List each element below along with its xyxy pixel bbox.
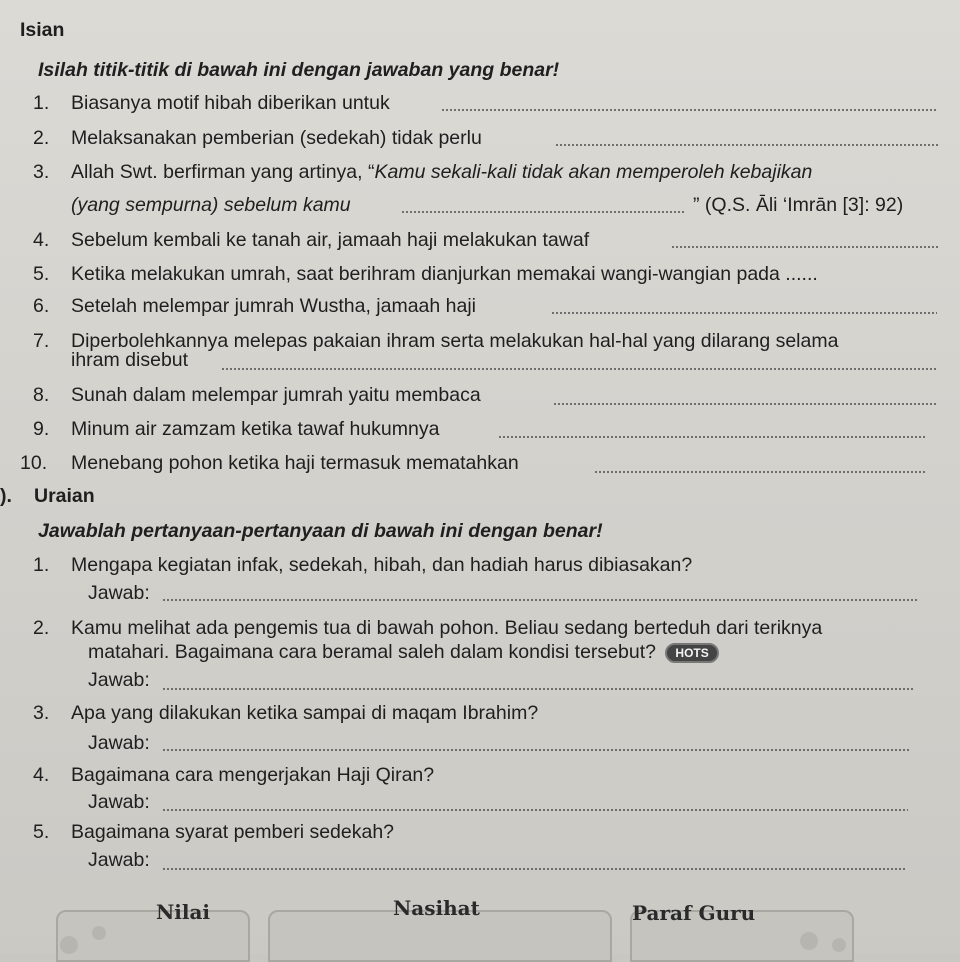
section-a-title: Isian [20, 19, 65, 41]
answer-label: Jawab: [88, 669, 150, 691]
answer-blank[interactable] [401, 211, 686, 213]
item-number: 2. [33, 127, 50, 149]
question-text: Menebang pohon ketika haji termasuk mematahkan [71, 452, 519, 474]
answer-blank[interactable] [594, 471, 927, 473]
essay-number: 2. [33, 617, 50, 639]
quran-reference: ” (Q.S. Āli ‘Imrān [3]: 92) [693, 194, 904, 216]
item-number: 4. [33, 229, 50, 251]
decor-dot-icon [800, 932, 818, 950]
question-text: Setelah melempar jumrah Wustha, jamaah haji [71, 295, 477, 317]
item-number: 3. [33, 161, 50, 183]
answer-blank[interactable] [555, 144, 938, 146]
section-b-title: Uraian [34, 485, 95, 507]
question-text: Sunah dalam melempar jumrah yaitu membaca [71, 384, 481, 406]
essay-question: Apa yang dilakukan ketika sampai di maqam Ibrahim? [71, 702, 539, 724]
item-number: 7. [33, 330, 50, 352]
section-b-marker: ). [0, 485, 12, 507]
essay-number: 4. [33, 764, 50, 786]
essay-answer-blank[interactable] [162, 599, 917, 601]
essay-answer-blank[interactable] [162, 809, 908, 811]
section-a-instruction: Isilah titik-titik di bawah ini dengan jawaban yang benar! [38, 59, 560, 81]
item-number: 1. [33, 92, 50, 114]
question-text: Biasanya motif hibah diberikan untuk [71, 92, 390, 114]
answer-blank[interactable] [551, 312, 937, 314]
question-text-line1: Diperbolehkannya melepas pakaian ihram serta melakukan hal-hal yang dilarang selama [71, 330, 839, 352]
decor-dot-icon [92, 926, 106, 940]
nilai-box[interactable] [56, 910, 250, 962]
answer-blank[interactable] [671, 246, 938, 248]
essay-question: Mengapa kegiatan infak, sedekah, hibah, dan hadiah harus dibiasakan? [71, 554, 693, 576]
question-text: Sebelum kembali ke tanah air, jamaah haji melakukan tawaf [71, 229, 590, 251]
answer-blank[interactable] [221, 368, 937, 370]
question-text: Ketika melakukan umrah, saat berihram dianjurkan memakai wangi-wangian pada ...... [71, 263, 818, 285]
question-text-line2: ihram disebut [71, 349, 189, 371]
answer-blank[interactable] [553, 403, 937, 405]
question-text: Minum air zamzam ketika tawaf hukumnya [71, 418, 440, 440]
answer-blank[interactable] [441, 109, 938, 111]
item-number: 6. [33, 295, 50, 317]
decor-dot-icon [60, 936, 78, 954]
decor-dot-icon [832, 938, 846, 952]
essay-question: Bagaimana cara mengerjakan Haji Qiran? [71, 764, 435, 786]
nasihat-label: Nasihat [393, 896, 480, 920]
nilai-label: Nilai [156, 900, 211, 924]
essay-answer-blank[interactable] [162, 868, 906, 870]
item-number: 5. [33, 263, 50, 285]
essay-question-line2: matahari. Bagaimana cara beramal saleh dalam kondisi tersebut? HOTS [88, 640, 719, 664]
section-b-instruction: Jawablah pertanyaan-pertanyaan di bawah ini dengan benar! [38, 520, 603, 542]
answer-label: Jawab: [88, 582, 150, 604]
essay-answer-blank[interactable] [162, 688, 914, 690]
answer-label: Jawab: [88, 791, 150, 813]
paraf-guru-label: Paraf Guru [632, 901, 756, 925]
essay-question: Bagaimana syarat pemberi sedekah? [71, 821, 395, 843]
question-text-line2: (yang sempurna) sebelum kamu [71, 194, 351, 216]
essay-question-line1: Kamu melihat ada pengemis tua di bawah pohon. Beliau sedang berteduh dari teriknya [71, 617, 823, 639]
answer-label: Jawab: [88, 849, 150, 871]
answer-blank[interactable] [498, 436, 927, 438]
question-text-line1: Allah Swt. berfirman yang artinya, “Kamu sekali-kali tidak akan memperoleh kebajikan [71, 161, 813, 183]
essay-number: 5. [33, 821, 50, 843]
item-number: 10. [20, 452, 48, 474]
question-text: Melaksanakan pemberian (sedekah) tidak perlu [71, 127, 482, 149]
essay-answer-blank[interactable] [162, 749, 910, 751]
answer-label: Jawab: [88, 732, 150, 754]
essay-number: 3. [33, 702, 50, 724]
item-number: 9. [33, 418, 50, 440]
hots-badge: HOTS [665, 643, 718, 663]
item-number: 8. [33, 384, 50, 406]
essay-number: 1. [33, 554, 50, 576]
